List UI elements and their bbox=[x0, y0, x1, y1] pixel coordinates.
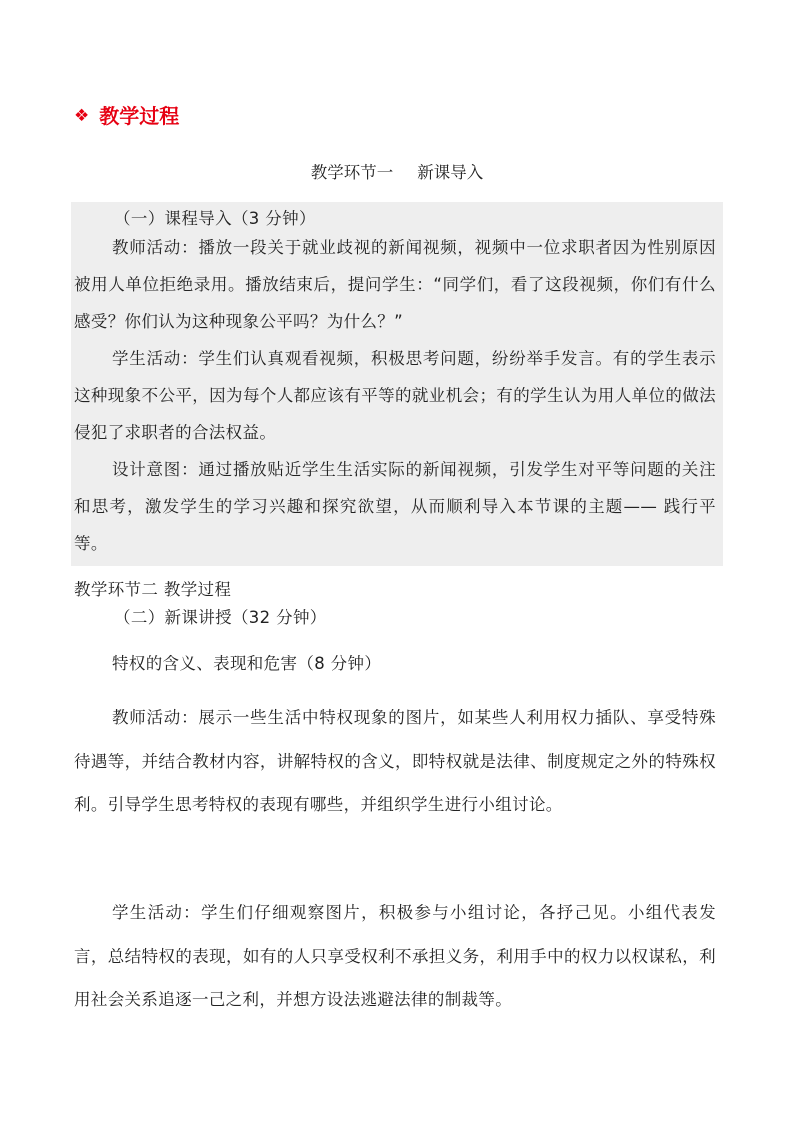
section2-subsection: （二）新课讲授（32 分钟） bbox=[114, 608, 327, 627]
section2-teacher-activity: 教师活动：展示一些生活中特权现象的图片，如某些人利用权力插队、享受特殊待遇等，并结合教材内容，讲解特权的含义，即特权就是法律、制度规定之外的特殊权利。引导学生思考特权的表现有哪些，并组织学生进行小组讨论。 bbox=[74, 708, 716, 815]
section-heading bbox=[74, 100, 179, 132]
section2-topic: 特权的含义、表现和危害（8 分钟） bbox=[112, 654, 382, 673]
section1-design-intent: 设计意图：通过播放贴近学生生活实际的新闻视频，引发学生对平等问题的关注和思考，激发学生的学习兴趣和探究欲望，从而顺利导入本节课的主题—— 践行平等。 bbox=[74, 460, 716, 553]
heading-title: 教学过程 bbox=[99, 104, 180, 128]
diamond-cross-icon: ❖ bbox=[74, 106, 90, 126]
section2-title: 教学环节二 教学过程 bbox=[74, 580, 232, 599]
section1-subsection: （一）课程导入（3 分钟） bbox=[114, 209, 316, 228]
section1-title bbox=[0, 160, 794, 186]
section1-student-activity: 学生活动：学生们认真观看视频，积极思考问题，纷纷举手发言。有的学生表示这种现象不公平，因为每个人都应该有平等的就业机会；有的学生认为用人单位的做法侵犯了求职者的合法权益。 bbox=[74, 349, 716, 442]
section1-title-part1: 教学环节一 bbox=[310, 163, 394, 182]
section1-teacher-activity: 教师活动：播放一段关于就业歧视的新闻视频，视频中一位求职者因为性别原因被用人单位拒绝录用。播放结束后，提问学生：“同学们，看了这段视频，你们有什么感受？你们认为这种现象公平吗？为什么？” bbox=[74, 238, 716, 331]
section2-student-activity: 学生活动：学生们仔细观察图片，积极参与小组讨论，各抒己见。小组代表发言，总结特权的表现，如有的人只享受权利不承担义务，利用手中的权力以权谋私，利用社会关系追逐一己之利，并想方设法逃避法律的制裁等。 bbox=[74, 903, 716, 1010]
section1-title-part2: 新课导入 bbox=[417, 163, 484, 182]
